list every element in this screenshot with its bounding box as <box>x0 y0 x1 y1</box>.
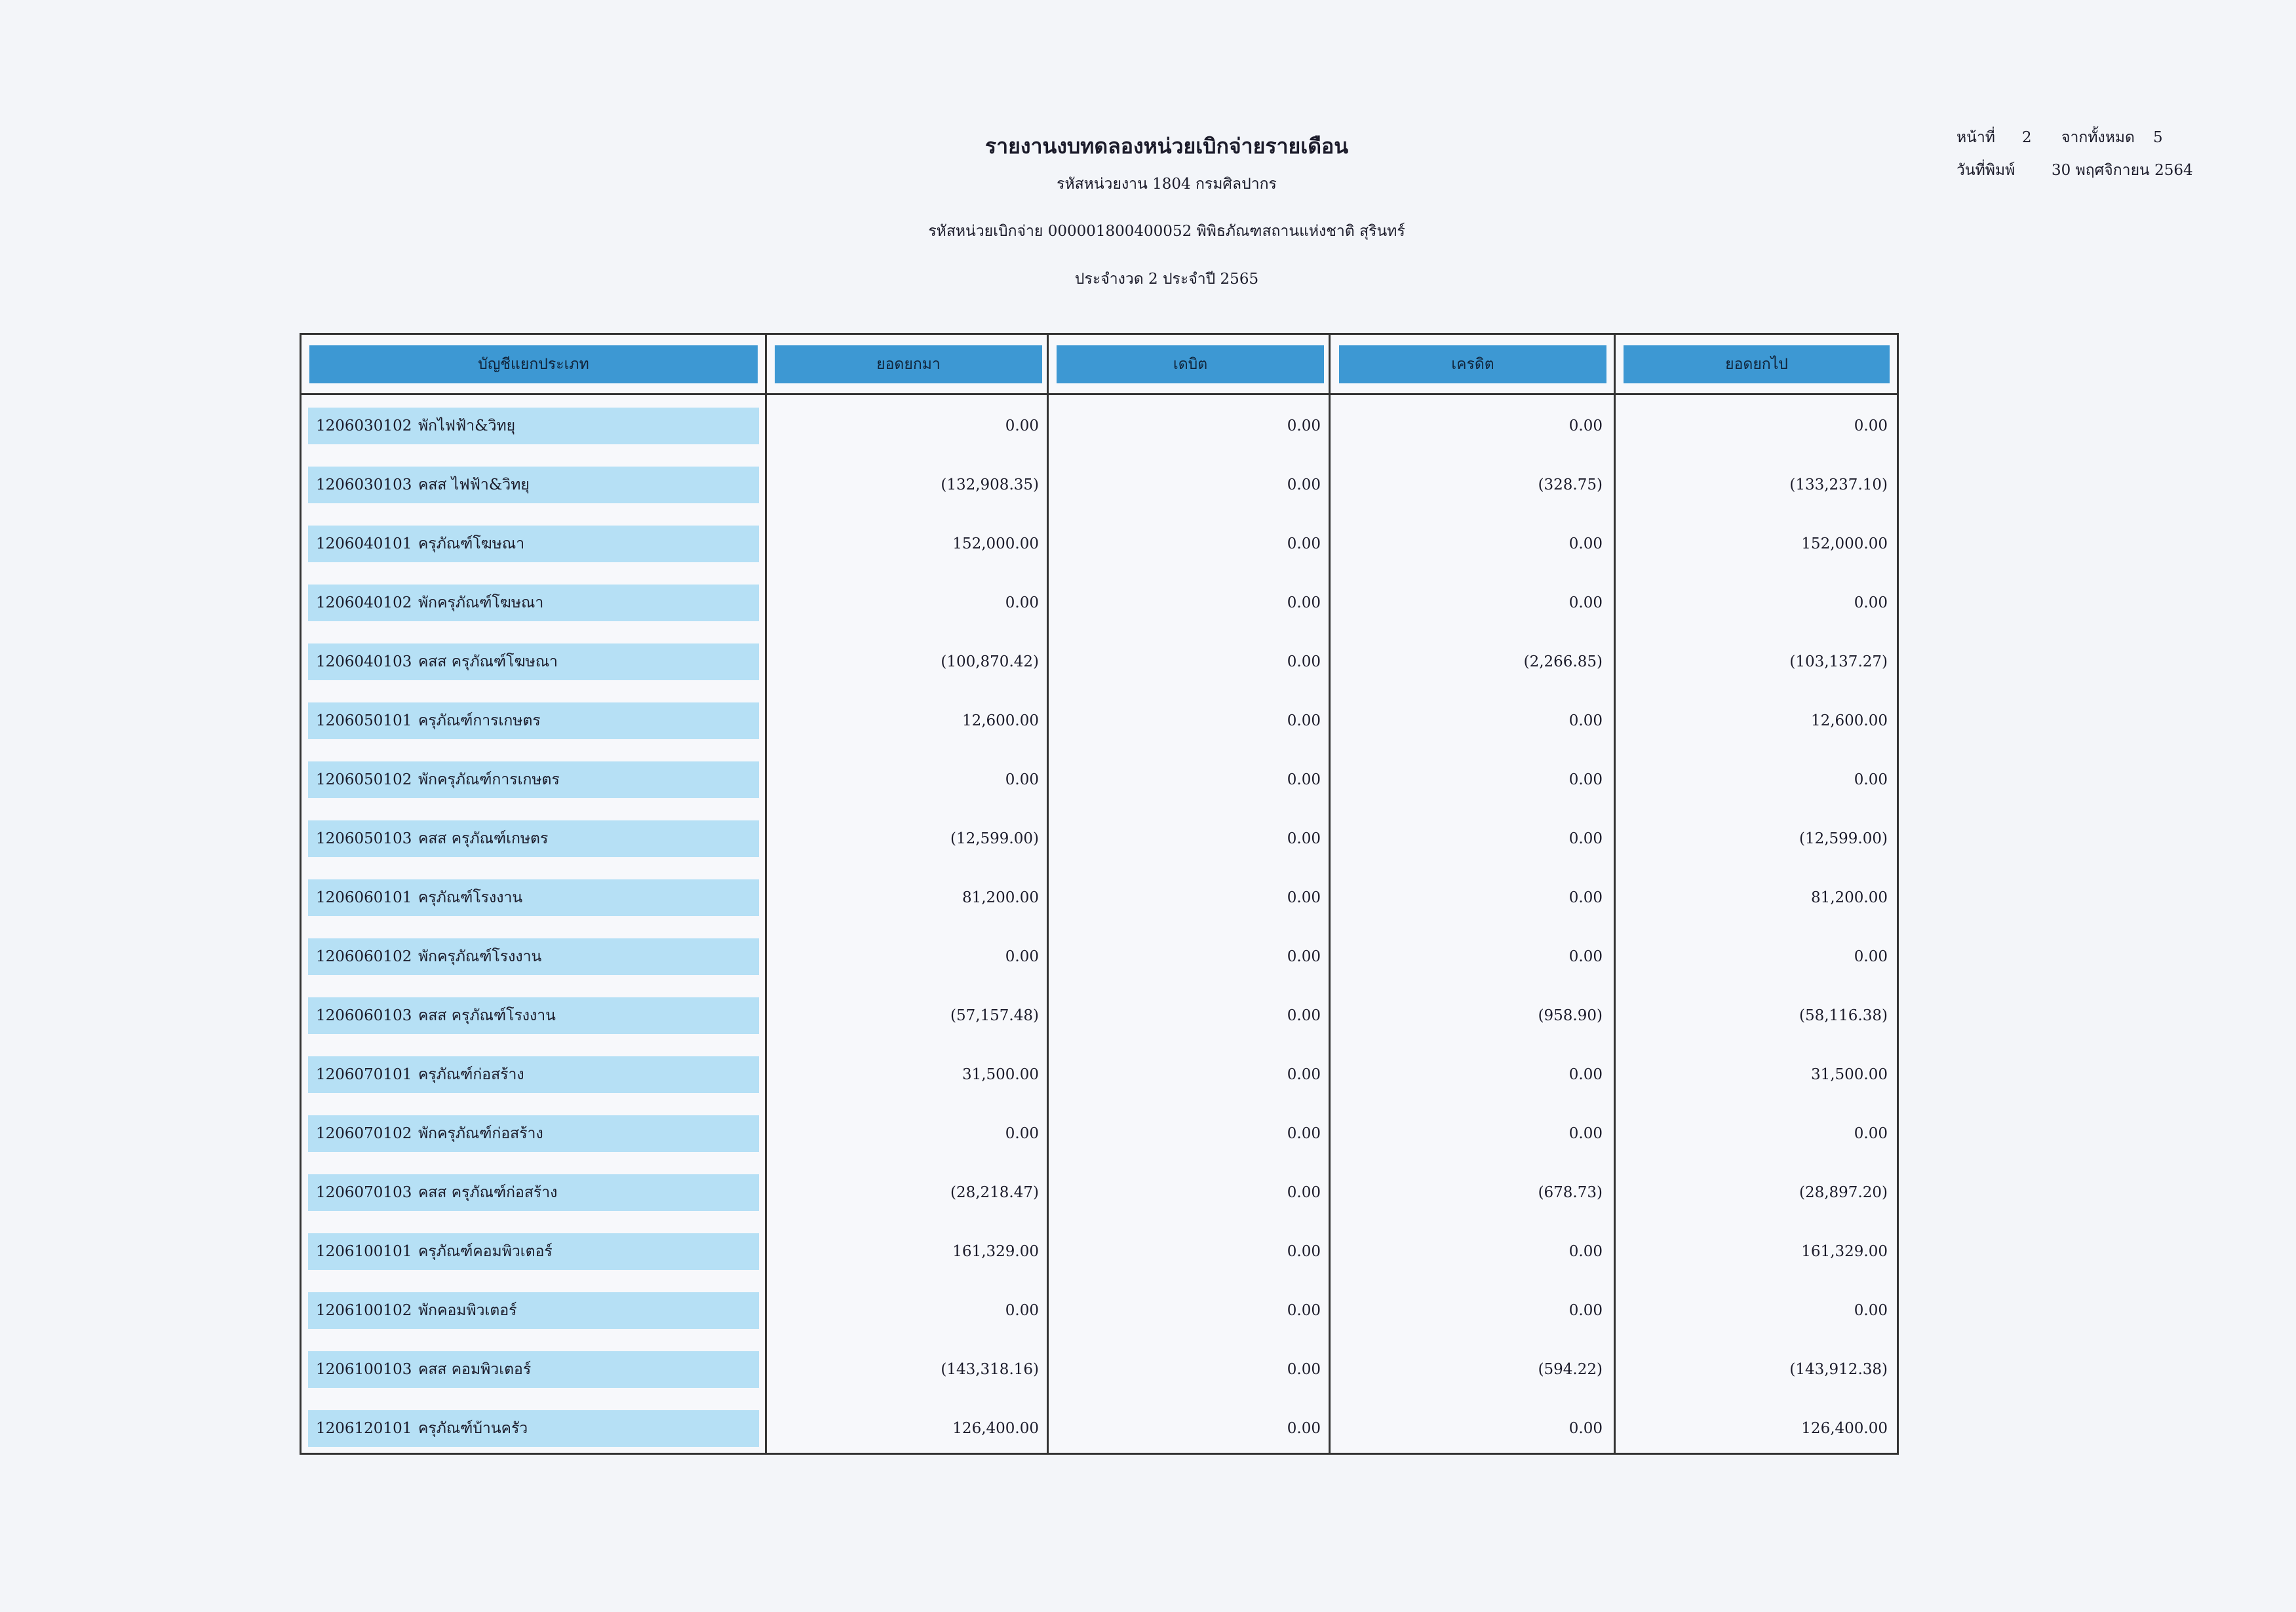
brought-forward-value: 0.00 <box>1005 1125 1039 1142</box>
brought-forward-value: 0.00 <box>1005 1302 1039 1319</box>
account-code: 1206060103 <box>316 1007 412 1024</box>
account-cell <box>308 997 759 1034</box>
credit-value: (2,266.85) <box>1523 653 1603 670</box>
page-number-row <box>1956 121 2193 154</box>
carried-forward-value: (12,599.00) <box>1799 830 1888 847</box>
credit-value: 0.00 <box>1568 1420 1603 1437</box>
disbursing-unit-line: รหัสหน่วยเบิกจ่าย 000001800400052 พิพิธภัณฑสถานแห่งชาติ สุรินทร์ <box>928 223 1405 240</box>
carried-forward-value: (103,137.27) <box>1789 653 1888 670</box>
report-title: รายงานงบทดลองหน่วยเบิกจ่ายรายเดือน <box>984 134 1349 159</box>
account-name: พักครุภัณฑ์โรงงาน <box>418 948 542 965</box>
table-row <box>302 929 1897 988</box>
debit-value: 0.00 <box>1287 1066 1321 1083</box>
page-number: 2 <box>2022 129 2032 146</box>
page-label: หน้าที่ <box>1956 129 1995 146</box>
brought-forward-value: (143,318.16) <box>941 1361 1039 1378</box>
credit-value: 0.00 <box>1568 1302 1603 1319</box>
debit-value: 0.00 <box>1287 476 1321 493</box>
table-row <box>302 693 1897 752</box>
account-name: คสส ครุภัณฑ์โรงงาน <box>418 1007 556 1024</box>
carried-forward-value: (133,237.10) <box>1789 476 1888 493</box>
account-code: 1206100102 <box>316 1302 412 1319</box>
brought-forward-value: 152,000.00 <box>952 535 1039 552</box>
account-name: ครุภัณฑ์การเกษตร <box>418 712 541 729</box>
table-row <box>302 1165 1897 1224</box>
table-header <box>302 335 1897 395</box>
table-row <box>302 1047 1897 1106</box>
debit-value: 0.00 <box>1287 1184 1321 1201</box>
credit-value: 0.00 <box>1568 830 1603 847</box>
account-code: 1206070101 <box>316 1066 412 1083</box>
account-code: 1206100103 <box>316 1361 412 1378</box>
total-pages: 5 <box>2153 129 2163 146</box>
brought-forward-value: 126,400.00 <box>952 1420 1039 1437</box>
carried-forward-value: (28,897.20) <box>1799 1184 1888 1201</box>
carried-forward-value: 0.00 <box>1854 1302 1888 1319</box>
debit-value: 0.00 <box>1287 1007 1321 1024</box>
account-cell <box>308 643 759 680</box>
column-header-credit: เครดิต <box>1339 345 1606 383</box>
credit-value: 0.00 <box>1568 1125 1603 1142</box>
account-name: พักไฟฟ้า&วิทยุ <box>418 417 516 434</box>
table-row <box>302 1224 1897 1283</box>
brought-forward-value: (100,870.42) <box>941 653 1039 670</box>
carried-forward-value: 126,400.00 <box>1801 1420 1888 1437</box>
carried-forward-value: (143,912.38) <box>1789 1361 1888 1378</box>
account-cell <box>308 879 759 916</box>
table-row <box>302 516 1897 575</box>
account-code: 1206050101 <box>316 712 412 729</box>
debit-value: 0.00 <box>1287 1125 1321 1142</box>
print-date-label: วันที่พิมพ์ <box>1956 162 2015 179</box>
account-code: 1206050102 <box>316 771 412 788</box>
debit-value: 0.00 <box>1287 1243 1321 1260</box>
trial-balance-table <box>300 333 1899 1455</box>
carried-forward-value: 161,329.00 <box>1801 1243 1888 1260</box>
account-code: 1206060101 <box>316 889 412 906</box>
brought-forward-value: 31,500.00 <box>962 1066 1039 1083</box>
carried-forward-value: 0.00 <box>1854 771 1888 788</box>
account-name: คสส ครุภัณฑ์ก่อสร้าง <box>418 1184 558 1201</box>
brought-forward-value: 0.00 <box>1005 771 1039 788</box>
table-row <box>302 457 1897 516</box>
credit-value: 0.00 <box>1568 535 1603 552</box>
account-code: 1206060102 <box>316 948 412 965</box>
credit-value: 0.00 <box>1568 1066 1603 1083</box>
account-code: 1206070103 <box>316 1184 412 1201</box>
debit-value: 0.00 <box>1287 653 1321 670</box>
account-name: พักครุภัณฑ์ก่อสร้าง <box>418 1125 543 1142</box>
carried-forward-value: 152,000.00 <box>1801 535 1888 552</box>
account-cell <box>308 761 759 798</box>
debit-value: 0.00 <box>1287 771 1321 788</box>
account-cell <box>308 1174 759 1211</box>
carried-forward-value: 31,500.00 <box>1810 1066 1888 1083</box>
credit-value: 0.00 <box>1568 889 1603 906</box>
account-name: พักคอมพิวเตอร์ <box>418 1302 517 1319</box>
account-cell <box>308 526 759 562</box>
debit-value: 0.00 <box>1287 889 1321 906</box>
account-name: คสส ครุภัณฑ์เกษตร <box>418 830 549 847</box>
table-row <box>302 752 1897 811</box>
carried-forward-value: 12,600.00 <box>1810 712 1888 729</box>
column-header-brought-forward: ยอดยกมา <box>775 345 1042 383</box>
print-date-row <box>1956 154 2193 187</box>
account-code: 1206040101 <box>316 535 412 552</box>
credit-value: 0.00 <box>1568 948 1603 965</box>
account-cell <box>308 408 759 444</box>
account-code: 1206070102 <box>316 1125 412 1142</box>
carried-forward-value: (58,116.38) <box>1799 1007 1888 1024</box>
carried-forward-value: 81,200.00 <box>1810 889 1888 906</box>
page-meta <box>1956 121 2193 187</box>
account-name: ครุภัณฑ์คอมพิวเตอร์ <box>418 1243 553 1260</box>
credit-value: 0.00 <box>1568 594 1603 611</box>
brought-forward-value: 0.00 <box>1005 948 1039 965</box>
account-name: คสส ครุภัณฑ์โฆษณา <box>418 653 558 670</box>
account-code: 1206120101 <box>316 1420 412 1437</box>
debit-value: 0.00 <box>1287 535 1321 552</box>
table-row <box>302 870 1897 929</box>
table-row <box>302 634 1897 693</box>
table-row <box>302 811 1897 870</box>
table-row <box>302 1283 1897 1342</box>
agency-line: รหัสหน่วยงาน 1804 กรมศิลปากร <box>1057 176 1277 193</box>
credit-value: (958.90) <box>1538 1007 1603 1024</box>
account-name: พักครุภัณฑ์โฆษณา <box>418 594 544 611</box>
debit-value: 0.00 <box>1287 948 1321 965</box>
debit-value: 0.00 <box>1287 830 1321 847</box>
brought-forward-value: (12,599.00) <box>950 830 1039 847</box>
account-name: ครุภัณฑ์โฆษณา <box>418 535 525 552</box>
account-code: 1206030103 <box>316 476 412 493</box>
account-name: คสส คอมพิวเตอร์ <box>418 1361 532 1378</box>
account-name: พักครุภัณฑ์การเกษตร <box>418 771 560 788</box>
table-row <box>302 1106 1897 1165</box>
total-pages-label: จากทั้งหมด <box>2061 129 2135 146</box>
debit-value: 0.00 <box>1287 1302 1321 1319</box>
brought-forward-value: 0.00 <box>1005 417 1039 434</box>
account-cell <box>308 1056 759 1093</box>
account-cell <box>308 585 759 621</box>
account-cell <box>308 1115 759 1152</box>
carried-forward-value: 0.00 <box>1854 594 1888 611</box>
account-code: 1206100101 <box>316 1243 412 1260</box>
period-line: ประจำงวด 2 ประจำปี 2565 <box>1074 271 1259 288</box>
account-code: 1206040102 <box>316 594 412 611</box>
account-code: 1206030102 <box>316 417 412 434</box>
credit-value: 0.00 <box>1568 1243 1603 1260</box>
account-cell <box>308 938 759 975</box>
credit-value: 0.00 <box>1568 712 1603 729</box>
carried-forward-value: 0.00 <box>1854 417 1888 434</box>
brought-forward-value: (132,908.35) <box>941 476 1039 493</box>
brought-forward-value: (57,157.48) <box>950 1007 1039 1024</box>
account-code: 1206040103 <box>316 653 412 670</box>
print-date: 30 พฤศจิกายน 2564 <box>2052 162 2193 179</box>
account-cell <box>308 820 759 857</box>
account-name: ครุภัณฑ์โรงงาน <box>418 889 523 906</box>
brought-forward-value: 161,329.00 <box>952 1243 1039 1260</box>
table-row <box>302 1401 1897 1460</box>
account-cell <box>308 1351 759 1388</box>
table-row <box>302 988 1897 1047</box>
account-cell <box>308 702 759 739</box>
account-cell <box>308 1233 759 1270</box>
account-cell <box>308 467 759 503</box>
column-header-account: บัญชีแยกประเภท <box>309 345 758 383</box>
credit-value: 0.00 <box>1568 771 1603 788</box>
table-row <box>302 1342 1897 1401</box>
column-header-debit: เดบิต <box>1057 345 1324 383</box>
credit-value: (678.73) <box>1538 1184 1603 1201</box>
account-name: ครุภัณฑ์บ้านครัว <box>418 1420 528 1437</box>
debit-value: 0.00 <box>1287 417 1321 434</box>
credit-value: 0.00 <box>1568 417 1603 434</box>
account-name: คสส ไฟฟ้า&วิทยุ <box>418 476 530 493</box>
debit-value: 0.00 <box>1287 1420 1321 1437</box>
carried-forward-value: 0.00 <box>1854 948 1888 965</box>
table-row <box>302 398 1897 457</box>
debit-value: 0.00 <box>1287 712 1321 729</box>
brought-forward-value: 12,600.00 <box>962 712 1039 729</box>
account-cell <box>308 1410 759 1447</box>
brought-forward-value: 81,200.00 <box>962 889 1039 906</box>
account-code: 1206050103 <box>316 830 412 847</box>
brought-forward-value: (28,218.47) <box>950 1184 1039 1201</box>
brought-forward-value: 0.00 <box>1005 594 1039 611</box>
debit-value: 0.00 <box>1287 594 1321 611</box>
account-cell <box>308 1292 759 1329</box>
credit-value: (594.22) <box>1538 1361 1603 1378</box>
column-header-carried-forward: ยอดยกไป <box>1624 345 1890 383</box>
credit-value: (328.75) <box>1538 476 1603 493</box>
carried-forward-value: 0.00 <box>1854 1125 1888 1142</box>
account-name: ครุภัณฑ์ก่อสร้าง <box>418 1066 524 1083</box>
debit-value: 0.00 <box>1287 1361 1321 1378</box>
table-row <box>302 575 1897 634</box>
